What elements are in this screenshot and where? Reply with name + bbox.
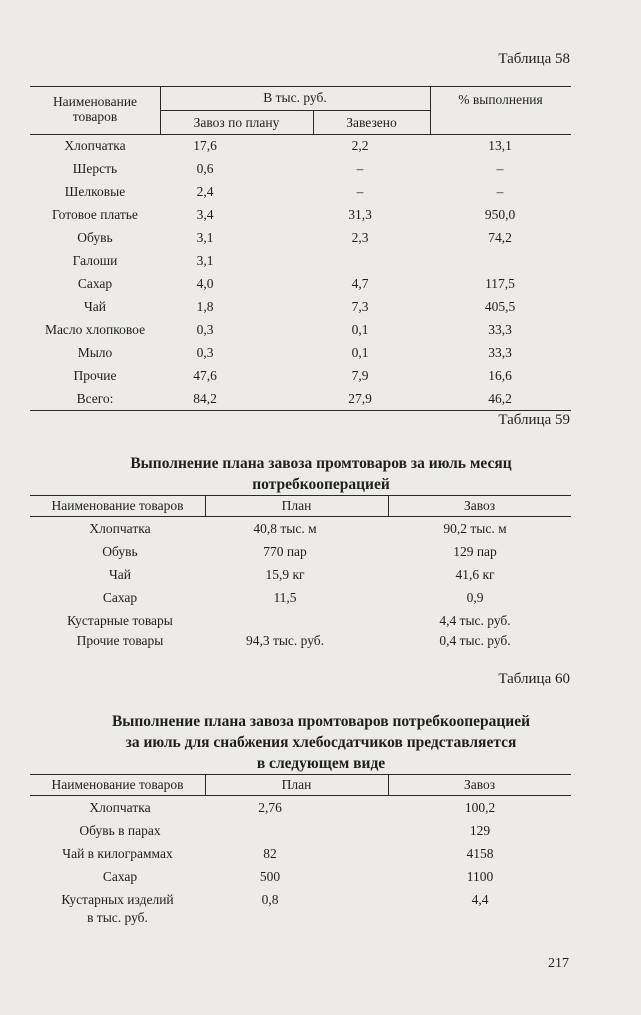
table-60-title-line-1: Выполнение плана завоза промтоваров потребкооперацией	[111, 713, 531, 730]
column-header-percent: % выполнения	[458, 92, 543, 107]
table-60-title-line-2: за июль для снабжения хлебосдатчиков представляется	[125, 734, 517, 751]
table-cell: 41,6 кг	[455, 567, 495, 582]
table-cell: 0,6	[196, 161, 214, 176]
table-59-top-rule	[30, 495, 571, 496]
table-cell: 2,2	[351, 138, 369, 153]
table-cell: в тыс. руб.	[87, 910, 148, 925]
table-cell: 770 пар	[263, 544, 307, 559]
table-cell: 7,3	[351, 299, 369, 314]
table-cell: 13,1	[488, 138, 512, 153]
table-cell: 17,6	[193, 138, 217, 153]
table-cell: Сахар	[77, 276, 113, 291]
column-header-name: Наименование товаров	[51, 777, 184, 792]
column-header-name: Наименование товаров	[52, 94, 138, 124]
table-60-caption: Таблица 60	[498, 671, 570, 687]
table-cell: 129	[469, 823, 491, 838]
table-cell: Хлопчатка	[89, 521, 151, 536]
table-58-caption: Таблица 58	[498, 51, 570, 67]
table-cell: 90,2 тыс. м	[443, 521, 507, 536]
table-cell: Чай в килограммах	[62, 846, 173, 861]
table-58-header-bottom-rule	[30, 134, 571, 135]
table-cell: 0,1	[351, 322, 369, 337]
table-cell: 0,9	[466, 590, 484, 605]
table-cell: 2,76	[258, 800, 282, 815]
table-cell: 405,5	[484, 299, 516, 314]
table-cell: Чай	[84, 299, 106, 314]
table-cell: Шерсть	[72, 161, 118, 176]
table-cell: 0,1	[351, 345, 369, 360]
table-59-header-bottom-rule	[30, 516, 571, 517]
table-cell: 3,1	[196, 230, 214, 245]
table-cell: 4,4	[471, 892, 489, 907]
table-cell: 0,3	[196, 345, 214, 360]
table-cell: Готовое платье	[52, 207, 138, 222]
table-cell: 3,1	[196, 253, 214, 268]
table-cell: 82	[263, 846, 277, 861]
column-header-fact: Завоз	[463, 777, 496, 792]
table-cell: 129 пар	[453, 544, 497, 559]
table-cell: Галоши	[72, 253, 118, 268]
table-cell: 1100	[466, 869, 494, 884]
table-cell: Чай	[109, 567, 131, 582]
table-cell: Обувь в парах	[79, 823, 161, 838]
table-cell: 4,4 тыс. руб.	[439, 613, 511, 628]
table-cell: 15,9 кг	[265, 567, 305, 582]
table-cell: 2,4	[196, 184, 214, 199]
column-header-plan: План	[281, 498, 312, 513]
table-cell: 74,2	[488, 230, 512, 245]
table-cell: 0,3	[196, 322, 214, 337]
table-cell: 0,4 тыс. руб.	[439, 633, 511, 648]
table-cell: Кустарные товары	[67, 613, 173, 628]
table-cell: –	[356, 184, 364, 199]
column-header-plan: Завоз по плану	[193, 115, 280, 130]
table-cell: Обувь	[102, 544, 138, 559]
table-cell: 46,2	[488, 391, 512, 406]
table-cell: Масло хлопковое	[44, 322, 146, 337]
table-cell: –	[356, 161, 364, 176]
table-60-top-rule	[30, 774, 571, 775]
table-cell: 950,0	[484, 207, 516, 222]
table-cell: Мыло	[77, 345, 113, 360]
table-cell: 3,4	[196, 207, 214, 222]
table-cell: Хлопчатка	[64, 138, 126, 153]
table-cell: 4,0	[196, 276, 214, 291]
table-59-title-line-1: Выполнение плана завоза промтоваров за июль месяц	[130, 455, 512, 472]
page-number: 217	[548, 956, 569, 971]
table-cell: Шелковые	[64, 184, 126, 199]
table-cell: 16,6	[488, 368, 512, 383]
table-cell: Кустарных изделий	[61, 892, 174, 907]
table-cell: –	[496, 184, 504, 199]
table-cell: 94,3 тыс. руб.	[245, 633, 325, 648]
table-cell: Сахар	[102, 869, 138, 884]
table-cell: Прочие товары	[76, 633, 164, 648]
table-58-top-rule	[30, 86, 571, 87]
table-60-header-bottom-rule	[30, 795, 571, 796]
table-cell: Хлопчатка	[89, 800, 151, 815]
table-cell: 117,5	[485, 276, 515, 291]
table-cell: Прочие	[73, 368, 117, 383]
table-cell: 4158	[466, 846, 494, 861]
table-cell: 40,8 тыс. м	[253, 521, 317, 536]
column-header-group: В тыс. руб.	[263, 90, 327, 105]
column-header-plan: План	[281, 777, 312, 792]
table-cell: Всего:	[76, 391, 114, 406]
table-cell: 7,9	[351, 368, 369, 383]
column-header-delivered: Завезено	[346, 115, 397, 130]
table-cell: 33,3	[488, 345, 512, 360]
table-cell: 1,8	[196, 299, 214, 314]
table-cell: 33,3	[488, 322, 512, 337]
table-cell: 2,3	[351, 230, 369, 245]
column-header-name: Наименование товаров	[51, 498, 184, 513]
table-59-title-line-2: потребкооперацией	[252, 476, 390, 493]
table-cell: 100,2	[464, 800, 496, 815]
table-cell: Сахар	[102, 590, 138, 605]
column-header-fact: Завоз	[463, 498, 496, 513]
table-cell: 11,5	[273, 590, 297, 605]
table-cell: 0,8	[261, 892, 279, 907]
table-60-title-line-3: в следующем виде	[256, 755, 386, 772]
table-cell: –	[496, 161, 504, 176]
table-58-subheader-rule	[160, 110, 430, 111]
table-cell: 31,3	[348, 207, 372, 222]
table-cell: 84,2	[193, 391, 217, 406]
table-cell: 27,9	[348, 391, 372, 406]
table-cell: Обувь	[77, 230, 113, 245]
table-cell: 500	[259, 869, 281, 884]
table-59-caption: Таблица 59	[498, 412, 570, 428]
table-cell: 47,6	[193, 368, 217, 383]
table-58-bottom-rule	[30, 410, 571, 411]
table-cell: 4,7	[351, 276, 369, 291]
